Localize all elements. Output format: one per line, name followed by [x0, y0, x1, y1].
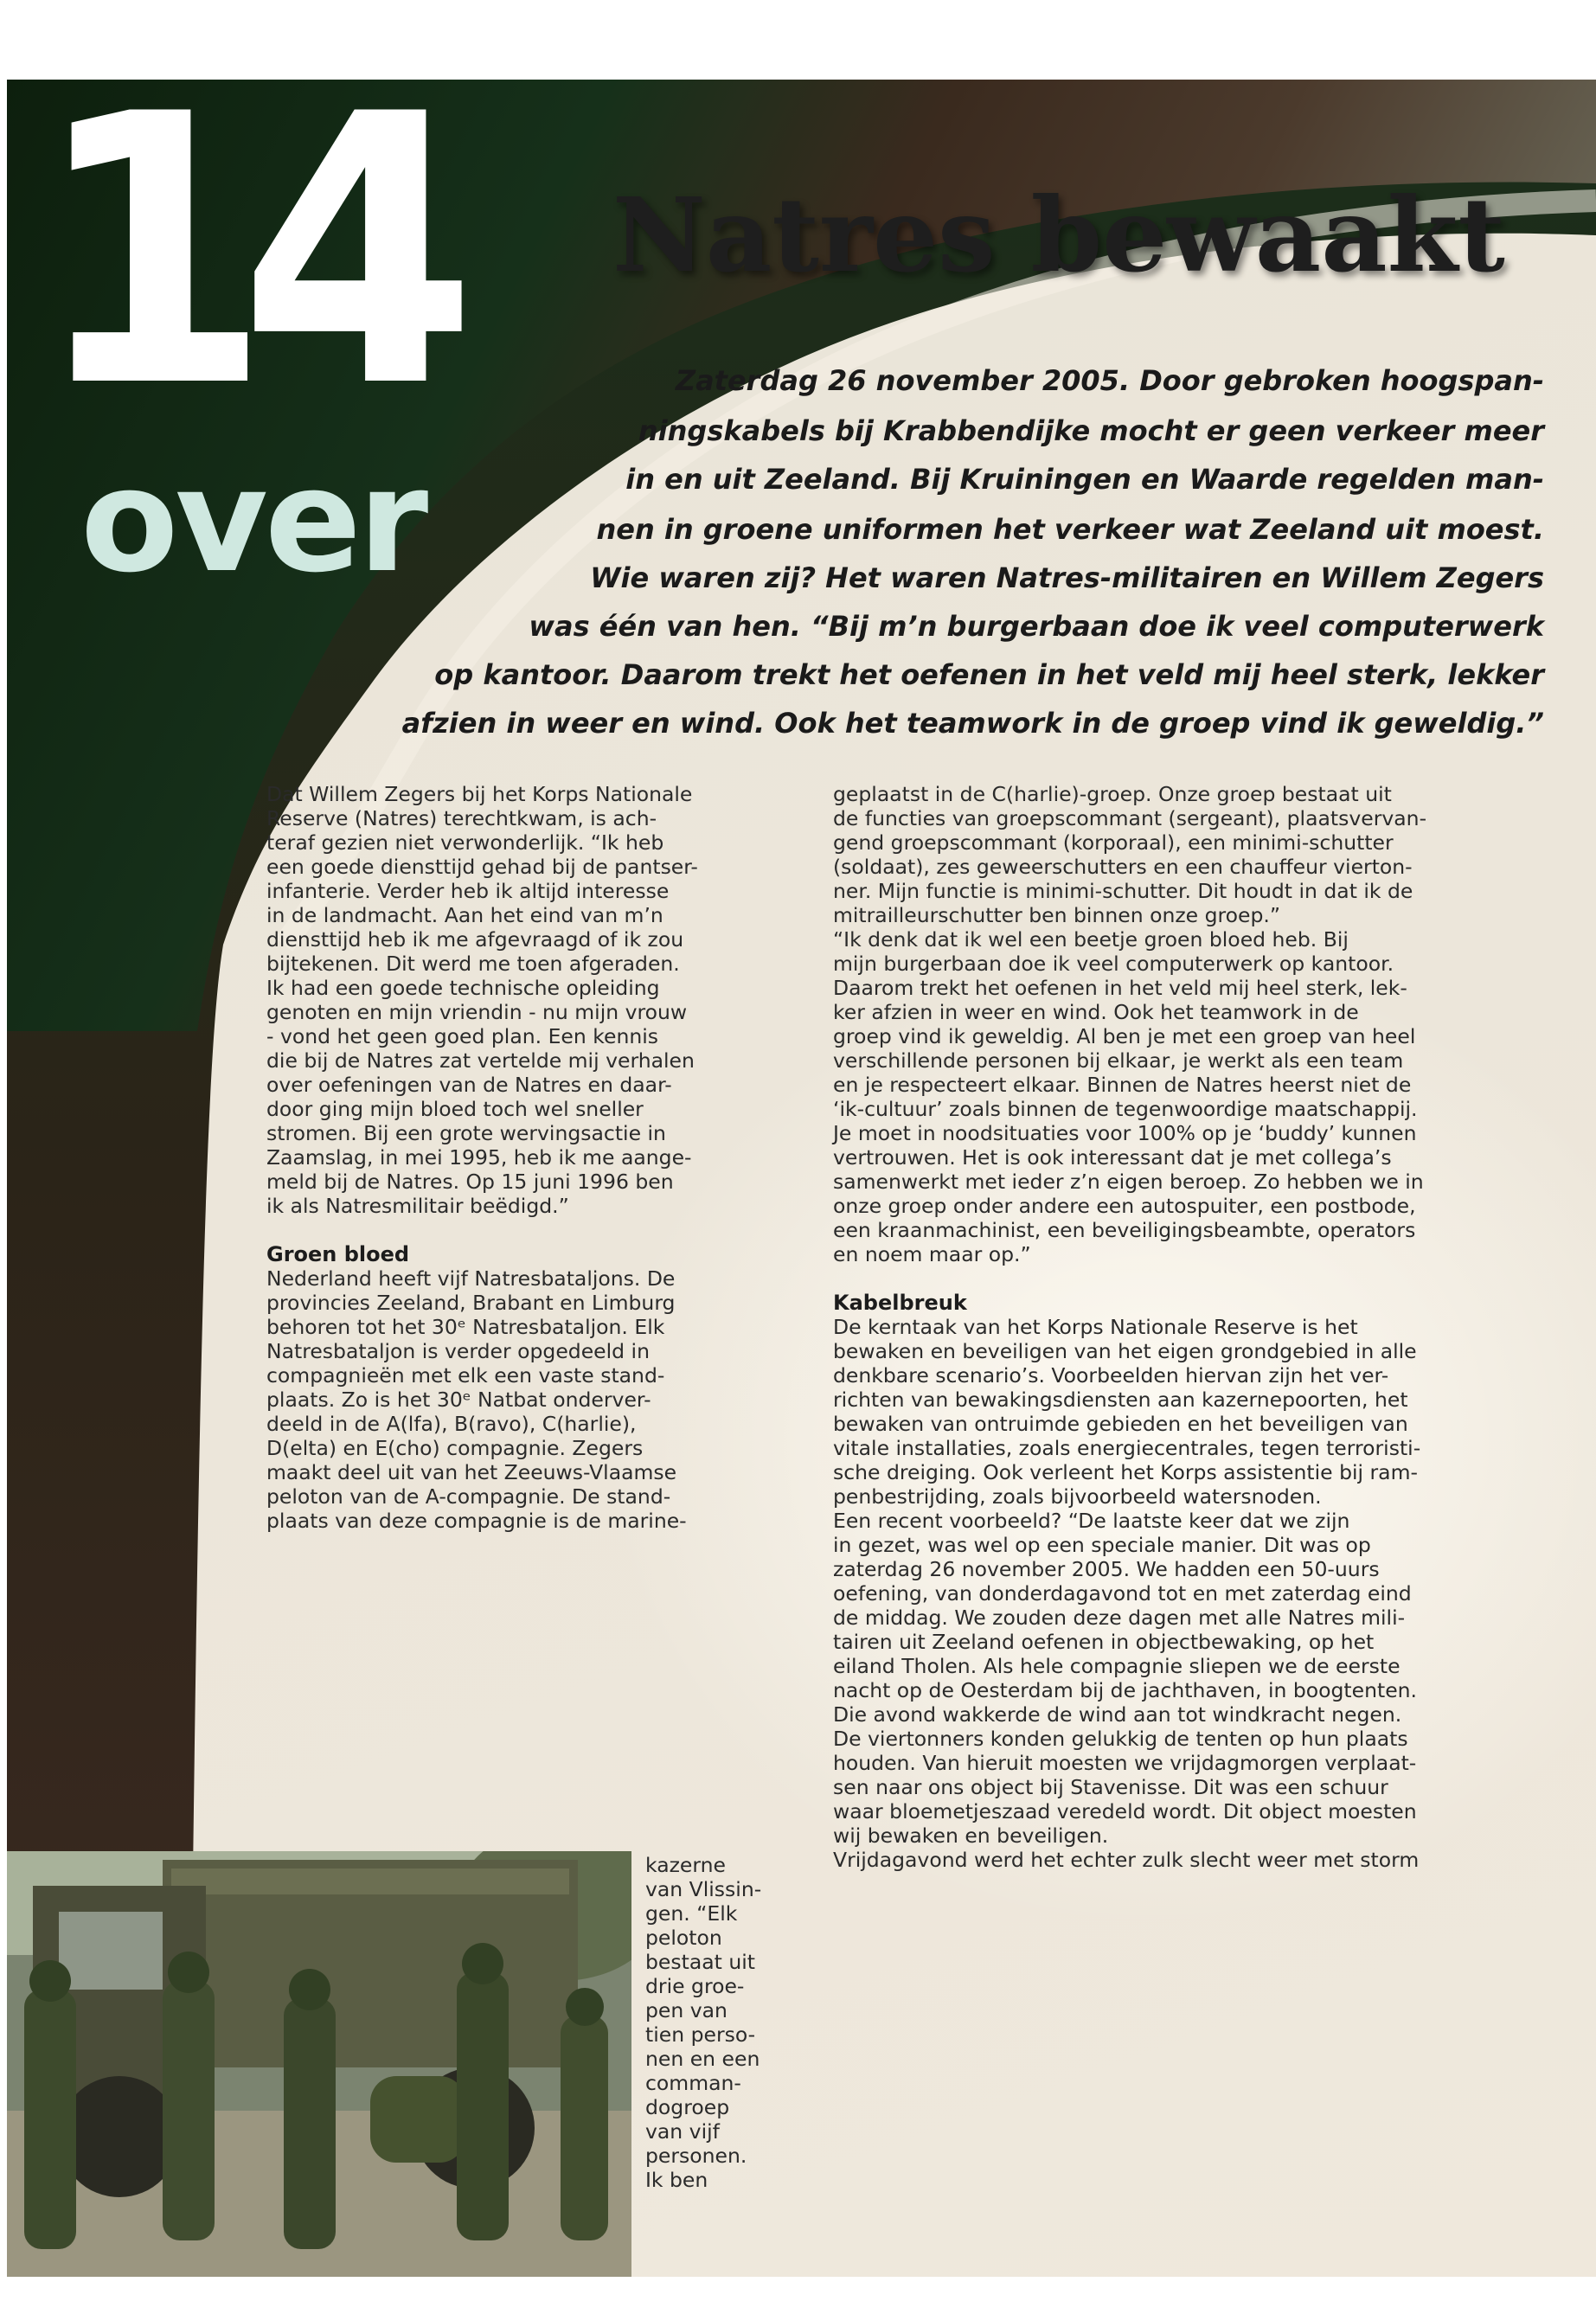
paragraph-line: richten van bewakingsdiensten aan kazernepoorten, het [833, 1388, 1408, 1412]
paragraph-line: Zaamslag, in mei 1995, heb ik me aange- [266, 1145, 692, 1170]
paragraph-line: Natresbataljon is verder opgedeeld in [266, 1339, 650, 1363]
paragraph-line: ker afzien in weer en wind. Ook het teamwork in de [833, 1000, 1359, 1024]
intro-line: Zaterdag 26 november 2005. Door gebroken hoogspan- [675, 364, 1544, 397]
paragraph-line: vertrouwen. Het is ook interessant dat je met collega’s [833, 1145, 1392, 1170]
paragraph-line: peloton [645, 1926, 722, 1950]
paragraph-line: - vond het geen goed plan. Een kennis [266, 1024, 659, 1048]
paragraph-line: wij bewaken en beveiligen. [833, 1823, 1109, 1848]
paragraph-line: bewaken van ontruimde gebieden en het beveiligen van [833, 1412, 1408, 1436]
paragraph-line: infanterie. Verder heb ik altijd interesse [266, 879, 670, 903]
paragraph-line: penbestrijding, zoals bijvoorbeeld watersnoden. [833, 1484, 1322, 1509]
paragraph-line: meld bij de Natres. Op 15 juni 1996 ben [266, 1170, 674, 1194]
paragraph-line: Ik had een goede technische opleiding [266, 976, 660, 1000]
paragraph-line: oefening, van donderdagavond tot en met zaterdag eind [833, 1581, 1412, 1606]
paragraph-line: in gezet, was wel op een speciale manier. Dit was op [833, 1533, 1371, 1557]
paragraph-line: ner. Mijn functie is minimi-schutter. Dit houdt in dat ik de [833, 879, 1413, 903]
paragraph-line: tien perso- [645, 2022, 756, 2047]
article-column-2 [833, 782, 1551, 1872]
page-title: Natres bewaakt [612, 175, 1505, 295]
paragraph-line: De viertonners konden gelukkig de tenten op hun plaats [833, 1727, 1408, 1751]
paragraph-line: groep vind ik geweldig. Al ben je met een groep van heel [833, 1024, 1416, 1048]
paragraph-line: houden. Van hieruit moesten we vrijdagmorgen verplaat- [833, 1751, 1417, 1775]
paragraph-line: tairen uit Zeeland oefenen in objectbewaking, op het [833, 1630, 1375, 1654]
paragraph-line: kazerne [645, 1853, 726, 1877]
paragraph-line: een kraanmachinist, een beveiligingsbeambte, operators [833, 1218, 1416, 1242]
paragraph-line: over oefeningen van de Natres en daar- [266, 1073, 672, 1097]
article-column-1-wrap [645, 1853, 775, 2192]
paragraph-line: waar bloemetjeszaad veredeld wordt. Dit object moesten [833, 1799, 1417, 1823]
paragraph-line: nacht op de Oesterdam bij de jachthaven, in boogtenten. [833, 1678, 1418, 1702]
paragraph-line: van vijf [645, 2119, 720, 2144]
paragraph-line: zaterdag 26 november 2005. We hadden een 50-uurs [833, 1557, 1380, 1581]
paragraph-line: geplaatst in de C(harlie)-groep. Onze groep bestaat uit [833, 782, 1392, 806]
paragraph-line: dogroep [645, 2095, 730, 2119]
paragraph-line: ik als Natresmilitair beëdigd.” [266, 1194, 569, 1218]
paragraph-line: peloton van de A-compagnie. De stand- [266, 1484, 671, 1509]
paragraph-line: comman- [645, 2071, 741, 2095]
paragraph-line: maakt deel uit van het Zeeuws-Vlaamse [266, 1460, 677, 1484]
paragraph-line: ‘ik-cultuur’ zoals binnen de tegenwoordige maatschappij. [833, 1097, 1418, 1121]
paragraph-line: de functies van groepscommant (sergeant), plaatsvervan- [833, 806, 1427, 830]
paragraph-line: bijtekenen. Dit werd me toen afgeraden. [266, 952, 680, 976]
paragraph-line: plaats van deze compagnie is de marine- [266, 1509, 687, 1533]
paragraph-line: vitale installaties, zoals energiecentrales, tegen terroristi- [833, 1436, 1421, 1460]
paragraph-line: diensttijd heb ik me afgevraagd of ik zou [266, 927, 684, 952]
intro-line: afzien in weer en wind. Ook het teamwork in de groep vind ik geweldig.” [401, 707, 1544, 740]
paragraph-line: Die avond wakkerde de wind aan tot windkracht negen. [833, 1702, 1402, 1727]
intro-line: was één van hen. “Bij m’n burgerbaan doe ik veel computerwerk [529, 610, 1544, 643]
article-column-1 [266, 782, 811, 1533]
section-heading-groen-bloed: Groen bloed [266, 1242, 410, 1266]
paragraph-line: stromen. Bij een grote wervingsactie in [266, 1121, 666, 1145]
intro-line: Wie waren zij? Het waren Natres-militairen en Willem Zegers [590, 561, 1544, 594]
magazine-page [7, 80, 1596, 2277]
paragraph-line: Vrijdagavond werd het echter zulk slecht weer met storm [833, 1848, 1420, 1872]
paragraph-line: denkbare scenario’s. Voorbeelden hiervan zijn het ver- [833, 1363, 1389, 1388]
paragraph-line: verschillende personen bij elkaar, je werkt als een team [833, 1048, 1404, 1073]
paragraph-line: en noem maar op.” [833, 1242, 1031, 1266]
paragraph-line: pen van [645, 1998, 727, 2022]
paragraph-line: gend groepscommant (korporaal), een minimi-schutter [833, 830, 1394, 855]
paragraph-line: teraf gezien niet verwonderlijk. “Ik heb [266, 830, 664, 855]
intro-line: ningskabels bij Krabbendijke mocht er geen verkeer meer [638, 414, 1544, 447]
paragraph-line: D(elta) en E(cho) compagnie. Zegers [266, 1436, 644, 1460]
paragraph-line: compagnieën met elk een vaste stand- [266, 1363, 665, 1388]
paragraph-line: Daarom trekt het oefenen in het veld mij heel sterk, lek- [833, 976, 1407, 1000]
paragraph-line: en je respecteert elkaar. Binnen de Natres heerst niet de [833, 1073, 1412, 1097]
paragraph-line: mijn burgerbaan doe ik veel computerwerk op kantoor. [833, 952, 1394, 976]
paragraph-line: door ging mijn bloed toch wel sneller [266, 1097, 644, 1121]
paragraph-line: Ik ben [645, 2168, 708, 2192]
paragraph-line: de middag. We zouden deze dagen met alle Natres mili- [833, 1606, 1406, 1630]
paragraph-line: die bij de Natres zat vertelde mij verhalen [266, 1048, 695, 1073]
paragraph-line: mitrailleurschutter ben binnen onze groep.” [833, 903, 1281, 927]
paragraph-line: gen. “Elk [645, 1901, 738, 1926]
paragraph-line: plaats. Zo is het 30ᵉ Natbat onderver- [266, 1388, 651, 1412]
section-heading-kabelbreuk: Kabelbreuk [833, 1291, 967, 1315]
paragraph-line: onze groep onder andere een autospuiter, een postbode, [833, 1194, 1416, 1218]
paragraph-line: nen en een [645, 2047, 760, 2071]
paragraph-line: Je moet in noodsituaties voor 100% op je ‘buddy’ kunnen [833, 1121, 1417, 1145]
intro-line: nen in groene uniformen het verkeer wat Zeeland uit moest. [596, 513, 1544, 546]
paragraph-line: sche dreiging. Ook verleent het Korps assistentie bij ram- [833, 1460, 1418, 1484]
paragraph-line: personen. [645, 2144, 747, 2168]
paragraph-line: bewaken en beveiligen van het eigen grondgebied in alle [833, 1339, 1417, 1363]
paragraph-line: Reserve (Natres) terechtkwam, is ach- [266, 806, 657, 830]
paragraph-line: een goede diensttijd gehad bij de pantser- [266, 855, 698, 879]
intro-line: op kantoor. Daarom trekt het oefenen in het veld mij heel sterk, lekker [434, 658, 1544, 691]
big-number-14: 14 [33, 80, 445, 469]
paragraph-line: bestaat uit [645, 1950, 755, 1974]
paragraph-line: Dat Willem Zegers bij het Korps Nationale [266, 782, 693, 806]
paragraph-line: behoren tot het 30ᵉ Natresbataljon. Elk [266, 1315, 665, 1339]
photo-illustration [7, 1851, 631, 2277]
paragraph-line: (soldaat), zes geweerschutters en een chauffeur vierton- [833, 855, 1413, 879]
paragraph-line: “Ik denk dat ik wel een beetje groen bloed heb. Bij [833, 927, 1349, 952]
soldiers-truck-photo [7, 1851, 631, 2277]
paragraph-line: in de landmacht. Aan het eind van m’n [266, 903, 663, 927]
word-over: over [80, 438, 426, 604]
paragraph-line: deeld in de A(lfa), B(ravo), C(harlie), [266, 1412, 637, 1436]
paragraph-line: eiland Tholen. Als hele compagnie sliepen we de eerste [833, 1654, 1401, 1678]
paragraph-line: Een recent voorbeeld? “De laatste keer dat we zijn [833, 1509, 1350, 1533]
paragraph-line: sen naar ons object bij Stavenisse. Dit was een schuur [833, 1775, 1388, 1799]
paragraph-line: van Vlissin- [645, 1877, 762, 1901]
intro-line: in en uit Zeeland. Bij Kruiningen en Waarde regelden man- [625, 463, 1544, 496]
paragraph-line: provincies Zeeland, Brabant en Limburg [266, 1291, 676, 1315]
paragraph-line: samenwerkt met ieder z’n eigen beroep. Zo hebben we in [833, 1170, 1424, 1194]
paragraph-line: genoten en mijn vriendin - nu mijn vrouw [266, 1000, 688, 1024]
paragraph-line: De kerntaak van het Korps Nationale Reserve is het [833, 1315, 1358, 1339]
paragraph-line: Nederland heeft vijf Natresbataljons. De [266, 1266, 676, 1291]
paragraph-line: drie groe- [645, 1974, 745, 1998]
